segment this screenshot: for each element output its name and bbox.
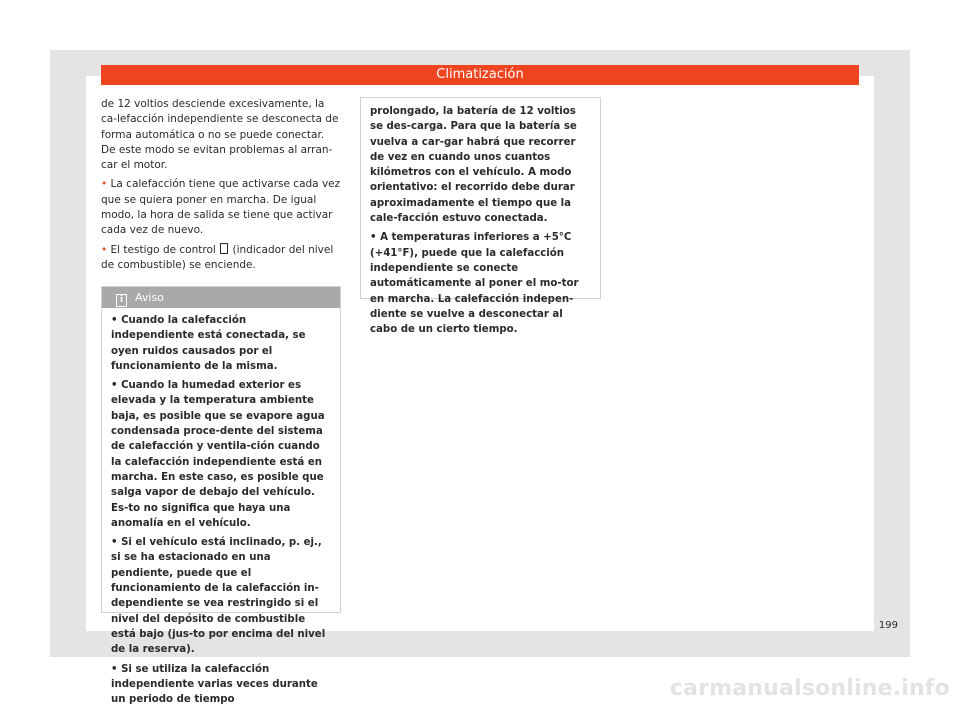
left-column [101,97,341,277]
section-title: Climatización [436,67,524,82]
left-bullet-2-text-after: (indicador del nivel de combustible) se enciende. [101,243,334,271]
bullet-marker: • [111,537,118,549]
bullet-marker: • [111,380,118,392]
aviso-box [101,286,341,706]
note-bullet-text: A temperaturas inferiores a +5°C (+41°F), puede que la calefacción independiente se conecte automáticamente al poner el mo-tor en marcha. La calefacción indepen-diente se vuelve a desconectar al cabo de un cierto tiempo. [370,232,579,336]
left-paragraph: de 12 voltios desciende excesivamente, la ca-lefacción independiente se desconecta de forma automática o no se puede conectar. De este modo se evitan problemas al arran-car el motor. [101,98,339,172]
bullet-marker: • [370,232,377,244]
aviso-item-text: Cuando la calefacción independiente está conectada, se oyen ruidos causados por el funcionamiento de la misma. [111,315,306,372]
fuel-gauge-icon [220,243,228,254]
info-icon: i [116,294,127,307]
note-body [361,98,600,337]
left-bullet-1 [101,177,341,238]
aviso-item-text: Si se utiliza la calefacción independiente varias veces durante un periodo de tiempo [111,663,318,706]
section-header [101,65,859,85]
continued-note-box [360,97,601,336]
bullet-marker: • [111,315,118,326]
aviso-item [111,378,332,531]
note-bullet [370,230,592,337]
aviso-item [111,662,332,708]
bullet-marker: • [101,243,108,256]
note-paragraph: prolongado, la batería de 12 voltios se des-carga. Para que la batería se vuelva a car-gar habrá que recorrer de vez en cuando unos cuantos kilómetros con el vehículo. A modo orientativo: el recorrido debe durar aproximadamente el tiempo que la cale-facción estuvo conectada. [370,106,577,225]
aviso-item [111,313,332,374]
aviso-body [102,308,340,707]
aviso-title: Aviso [135,291,164,304]
aviso-header [102,287,340,308]
aviso-item-text: Cuando la humedad exterior es elevada y la temperatura ambiente baja, es posible que se evapore agua condensada proce-dente del sistema de calefacción y ventila-ción cuando la calefacción independiente está en marcha. En este caso, es posible que salga vapor de debajo del vehículo. Es-to no significa que haya una anomalía en el vehículo. [111,380,325,529]
left-bullet-2 [101,243,341,274]
aviso-item [111,535,332,657]
watermark-logo: carmanualsonline.info [669,676,950,701]
left-bullet-1-text: La calefacción tiene que activarse cada vez que se quiera poner en marcha. De igual modo, la hora de salida se tiene que activar cada vez de nuevo. [101,178,341,237]
bullet-marker: • [111,663,118,675]
page-number: 199 [878,620,898,631]
left-bullet-2-text-before: El testigo de control [110,243,220,256]
bullet-marker: • [101,178,108,191]
aviso-item-text: Si el vehículo está inclinado, p. ej., si se ha estacionado en una pendiente, puede que el funcionamiento de la calefacción in-dependiente se vea restringido si el nivel del depósito de combustible está bajo (jus-to por encima del nivel de la reserva). [111,537,326,656]
